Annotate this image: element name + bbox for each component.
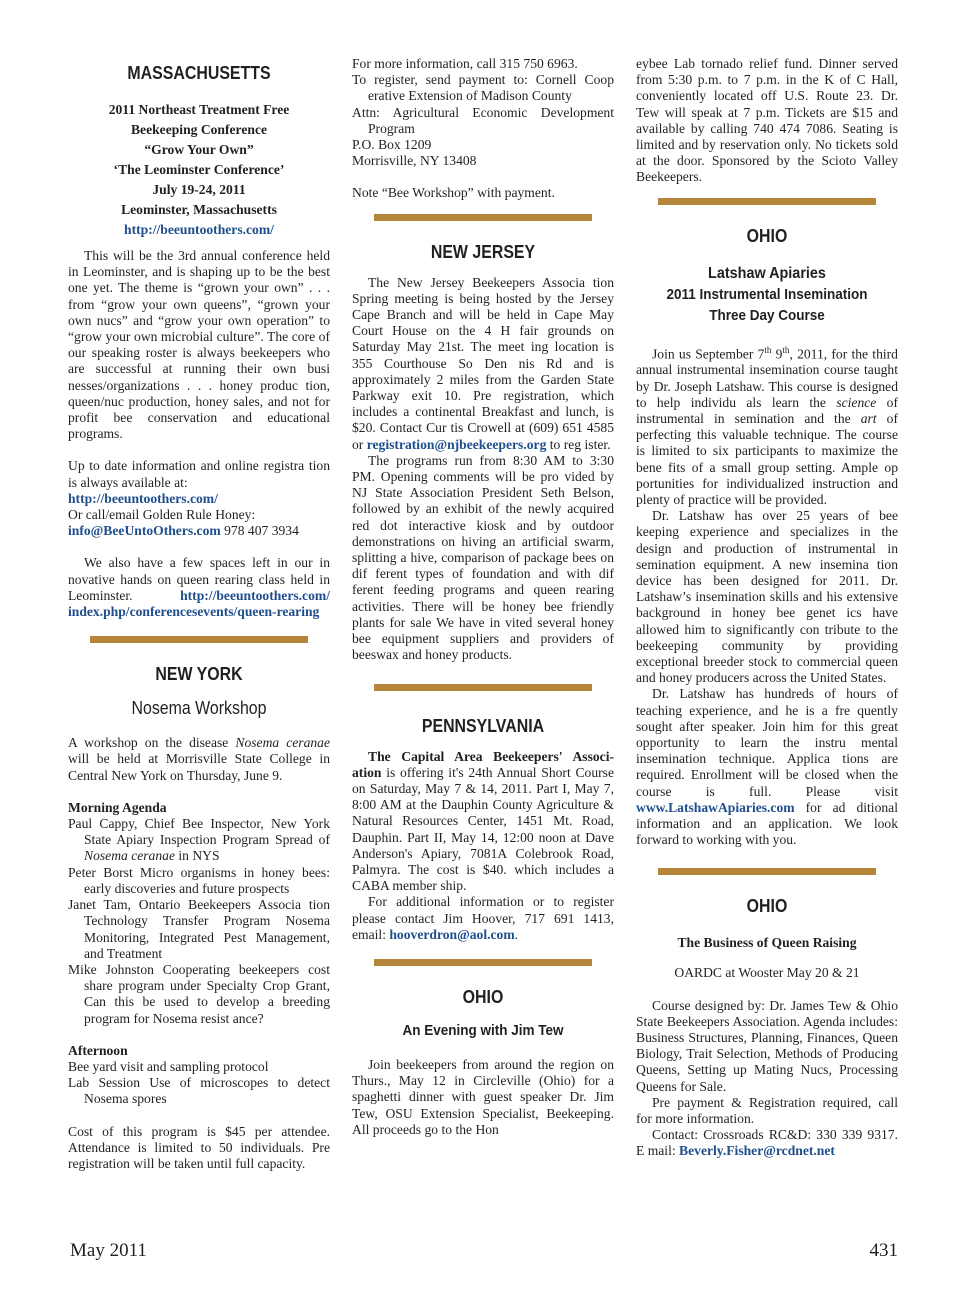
agenda-item-1-italic: Nosema ceranae — [84, 848, 175, 864]
ma-conf-line-6: Leominster, Massachusetts — [121, 202, 277, 217]
ohio-1-paragraph-cont: eybee Lab tornado relief fund. Dinner served from 5:30 p.m. to 7 p.m. in the K of C Hall, conveniently located off U.S. Route 23. Dr. Tew will speak at 7 p.m. Tickets are $15 and available by calling 740 474 7086. Seating is limited and by reservation only. No tickets sold at the door. Sponsored by the Scioto Valley Beekeepers. — [636, 56, 898, 185]
oh2-p1-text-d: of instrumental in semination and the — [636, 394, 898, 426]
ohio-3-paragraph-1: Course designed by: Dr. James Tew & Ohio State Beekeepers Association. Agenda includes: Business Structures, Planning, Finances, Queen Biology, Trait Selection, Methods of Producing Queens, Setting up Mating Nucs, Processing Queens for Sale. — [636, 997, 898, 1094]
oh2-p3-text-b: for ad ditional information and an application. We look forward to working with you. — [636, 799, 898, 848]
pa-period: . — [514, 926, 519, 942]
ma-email-link[interactable]: info@BeeUntoOthers.com — [68, 523, 221, 539]
morning-agenda-label: Morning Agenda — [68, 799, 167, 815]
nj-paragraph-1-text-b: to reg ister. — [546, 436, 611, 452]
ny-contact-1: For more information, call 315 750 6963. — [352, 56, 578, 71]
oh2-sup-2: th — [782, 344, 790, 355]
ma-conf-line-4: ‘The Leominster Conference’ — [113, 162, 285, 177]
ma-paragraph-3-text: We also have a few spaces left in our in novative hands on queen rearing class held in Leominster. — [68, 555, 330, 603]
column-left — [68, 56, 330, 1172]
ohio-2-paragraph-1 — [636, 342, 898, 509]
pa-paragraph-1 — [352, 749, 614, 895]
oh2-science-italic: science — [836, 394, 877, 410]
ny-intro-text-b: will be held at Morrisville State College in Central New York on Thursday, June 9. — [68, 751, 330, 783]
oh3-contact-text: Contact: Crossroads RC&D: 330 339 9317. E mail: — [636, 1127, 898, 1159]
ma-conf-line-2: Beekeeping Conference — [130, 122, 268, 137]
footer-date: May 2011 — [70, 1240, 147, 1261]
latshaw-apiaries-title: Latshaw Apiaries — [708, 264, 826, 282]
oh2-p1-text-e: of perfecting this valuable technique. The course is limited to six participants to maximize the bene fits of a small group setting. Ample op portunities for individualized instruction and plenty of practice will be provided. — [636, 410, 898, 507]
ma-info-link[interactable]: http://beeuntoothers.com/ — [68, 490, 218, 506]
nosema-workshop-subheading: Nosema Workshop — [131, 697, 267, 719]
pennsylvania-heading: PENNSYLVANIA — [421, 714, 545, 736]
section-divider — [374, 214, 592, 221]
massachusetts-heading: MASSACHUSETTS — [127, 62, 271, 83]
latshaw-apiaries-link[interactable]: www.LatshawApiaries.com — [636, 799, 795, 815]
section-divider — [658, 868, 876, 875]
ma-call-line: Or call/email Golden Rule Honey: — [68, 507, 256, 523]
afternoon-item-1: Bee yard visit and sampling protocol — [68, 1058, 269, 1074]
ma-conf-line-3: “Grow Your Own” — [144, 142, 254, 157]
ny-contact-5: Morrisville, NY 13408 — [352, 153, 477, 169]
ohio-1-paragraph: Join beekeepers from around the region on Thurs., May 12 in Circleville (Ohio) for a spaghetti dinner with guest speaker Dr. Jim Tew, OSU Extension Specialist, Beekeeping. All proceeds go to the Hon — [352, 1056, 614, 1137]
ny-note: Note “Bee Workshop” with payment. — [352, 185, 555, 201]
ny-contact-4: P.O. Box 1209 — [352, 137, 432, 153]
pa-email-link[interactable]: hooverdron@aol.com — [389, 926, 515, 942]
queen-raising-subheading: The Business of Queen Raising — [677, 935, 857, 951]
oh3-location: OARDC at Wooster May 20 & 21 — [674, 965, 860, 981]
agenda-item-1 — [68, 816, 330, 865]
ma-conference-link[interactable]: http://beeuntoothers.com/ — [124, 222, 274, 237]
three-day-course-title: Three Day Course — [709, 306, 825, 324]
nj-email-link[interactable]: registration@njbeekeepers.org — [366, 436, 547, 452]
oh2-p1-text-a: Join us September 7 — [652, 346, 765, 362]
column-right — [636, 56, 898, 1160]
ny-cost: Cost of this program is $45 per attendee. Attendance is limited to 50 individuals. Pre registration will be taken until full capacity. — [68, 1123, 330, 1171]
pa-paragraph-2 — [352, 894, 614, 943]
ohio-2-paragraph-2: Dr. Latshaw has over 25 years of bee keeping experience and specializes in the design and production of instrumental in semination equipment. A new insemina tion device has been designed for 2011. Dr. Latshaw’s insemination skills and his extensive background in honey bee genet ics have allowed him to significantly con tribute to the beekeeping community by providing exceptional breeder stock to commercial queen and honey producers across the United States. — [636, 508, 898, 686]
ma-conf-line-1: 2011 Northeast Treatment Free — [108, 102, 290, 117]
ohio-heading-3: OHIO — [746, 895, 788, 917]
oh2-p1-text-c: , 2011, for the third annual instrumental insemination course taught by Dr. Joseph Latshaw. This course is designed to help individu als learn the — [636, 346, 898, 410]
agenda-item-3: Janet Tam, Ontario Beekeepers Associa tion Technology Transfer Program Nosema Monitoring, Integrated Pest Management, and Treatment — [68, 897, 330, 961]
pa-association-name: The Capital Area Beekeepers' Associ- ation — [352, 748, 614, 780]
oh2-sup-1: th — [764, 344, 772, 355]
ma-conference-block — [68, 100, 330, 240]
ny-contact-2: To register, send payment to: Cornell Coop erative Extension of Madison County — [352, 72, 614, 104]
ma-phone: 978 407 3934 — [220, 523, 299, 539]
ma-queen-rearing-link[interactable]: http://beeuntoothers.com/ index.php/conferencesevents/queen-rearing — [68, 587, 330, 620]
afternoon-item-2: Lab Session Use of microscopes to detect Nosema spores — [68, 1075, 330, 1107]
page-number: 431 — [869, 1240, 898, 1261]
oh2-art-italic: art — [860, 410, 877, 426]
pa-paragraph-2-text: For additional information or to register please contact Jim Hoover, 717 691 1413, email: — [352, 894, 614, 942]
ohio-3-paragraph-2: Pre payment & Registration required, call for more information. — [636, 1094, 898, 1127]
section-divider — [374, 684, 592, 691]
nj-paragraph-1-text-a: The New Jersey Beekeepers Associa tion Spring meeting is being hosted by the Jersey Cape Branch and will be held in Cape May Court House on the 4 H fair grounds on Saturday May 21st. The meet ing location is 355 Courthouse So Den nis Rd and is approximately 2 miles from the Garden State Parkway exit 10. Pre registration, which includes a continental Breakfast and lunch, is $20. Contact Cur tis Crowell at (609) 651 4585 or — [352, 274, 614, 452]
new-york-heading: NEW YORK — [155, 663, 243, 685]
oh2-p1-text-b: 9 — [771, 346, 783, 362]
agenda-item-1-text-a: Paul Cappy, Chief Bee Inspector, New York State Apiary Inspection Program Spread of — [68, 816, 330, 848]
ny-intro-italic: Nosema ceranae — [235, 735, 331, 751]
ny-contact-3: Attn: Agricultural Economic Development Program — [352, 104, 614, 136]
section-divider — [374, 959, 592, 966]
column-middle — [352, 56, 614, 1138]
ma-paragraph-3 — [68, 555, 330, 620]
afternoon-label: Afternoon — [68, 1042, 128, 1058]
ohio-heading-2: OHIO — [746, 224, 788, 246]
oh2-p3-text-a: Dr. Latshaw has hundreds of hours of teaching experience, and he is a fre quently sought after speaker. Join him for this great opportunity to learn the instru mental insemination technique. Applica tions are required. Enrollment will be closed when the course is full. Please visit — [636, 686, 898, 799]
section-divider — [658, 198, 876, 205]
agenda-item-2: Peter Borst Micro organisms in honey bees: early discoveries and future prospects — [68, 864, 330, 896]
ohio-3-contact — [636, 1127, 898, 1159]
nj-paragraph-2: The programs run from 8:30 AM to 3:30 PM. Opening comments will be pro vided by NJ State Association President Seth Belson, followed by an exhibit of the newly acquired red dot interactive kiosk and by outdoor demonstrations on hiving an artificial swarm, splitting a hive, comparison of package bees on dif ferent types of foundation and with dif ferent feeding programs and queen rearing activities. There will be honey bee friendly plants for sale We have in vited several honey bee equipment suppliers and providers of beeswax and honey products. — [352, 452, 614, 663]
ny-intro-text-a: A workshop on the disease — [68, 735, 236, 751]
agenda-item-4: Mike Johnston Cooperating beekeepers cost share program under Specialty Crop Grant, Can this be used to develop a breeding program for Nosema resist ance? — [68, 961, 330, 1026]
nj-paragraph-1 — [352, 275, 614, 453]
ma-paragraph-2: Up to date information and online registra tion is always available at: — [68, 458, 330, 490]
ma-paragraph-1: This will be the 3rd annual conference held in Leominster, and is shaping up to be the best one yet. The theme is “grown your own” . . . from “grow your own queens”, “grown your own nucs” and “grow your own operation” to “grow your own microbial culture”. The core of our speaking roster is always beekeepers who are successful at running their own busi nesses/organizations . . . honey produc tion, queen/nuc production, honey sales, and not for profit bee conservation and educational programs. — [68, 248, 330, 442]
oh3-email-link[interactable]: Beverly.Fisher@rcdnet.net — [679, 1143, 835, 1159]
pa-paragraph-1-text: is offering it's 24th Annual Short Course on Saturday, May 7 & 14, 2011. Part I, May 7, 8:00 AM at the Dauphin County Agriculture & Natural Resources Center, 1451 Mt. Road, Dauphin. Part II, May 14, 12:00 noon at Dave Anderson's Apiary, 7081A Colebrook Road, Palmyra. The cost is $40. which includes a CABA member ship. — [352, 764, 614, 894]
ohio-heading-1: OHIO — [462, 985, 504, 1007]
ma-conf-line-5: July 19-24, 2011 — [152, 182, 246, 197]
section-divider — [90, 636, 308, 643]
ny-intro — [68, 735, 330, 784]
ii-course-title: 2011 Instrumental Insemination — [666, 285, 868, 303]
ohio-2-paragraph-3 — [636, 686, 898, 848]
new-jersey-heading: NEW JERSEY — [430, 240, 536, 262]
agenda-item-1-text-b: in NYS — [174, 848, 220, 864]
evening-with-jim-tew-subheading: An Evening with Jim Tew — [402, 1021, 564, 1039]
